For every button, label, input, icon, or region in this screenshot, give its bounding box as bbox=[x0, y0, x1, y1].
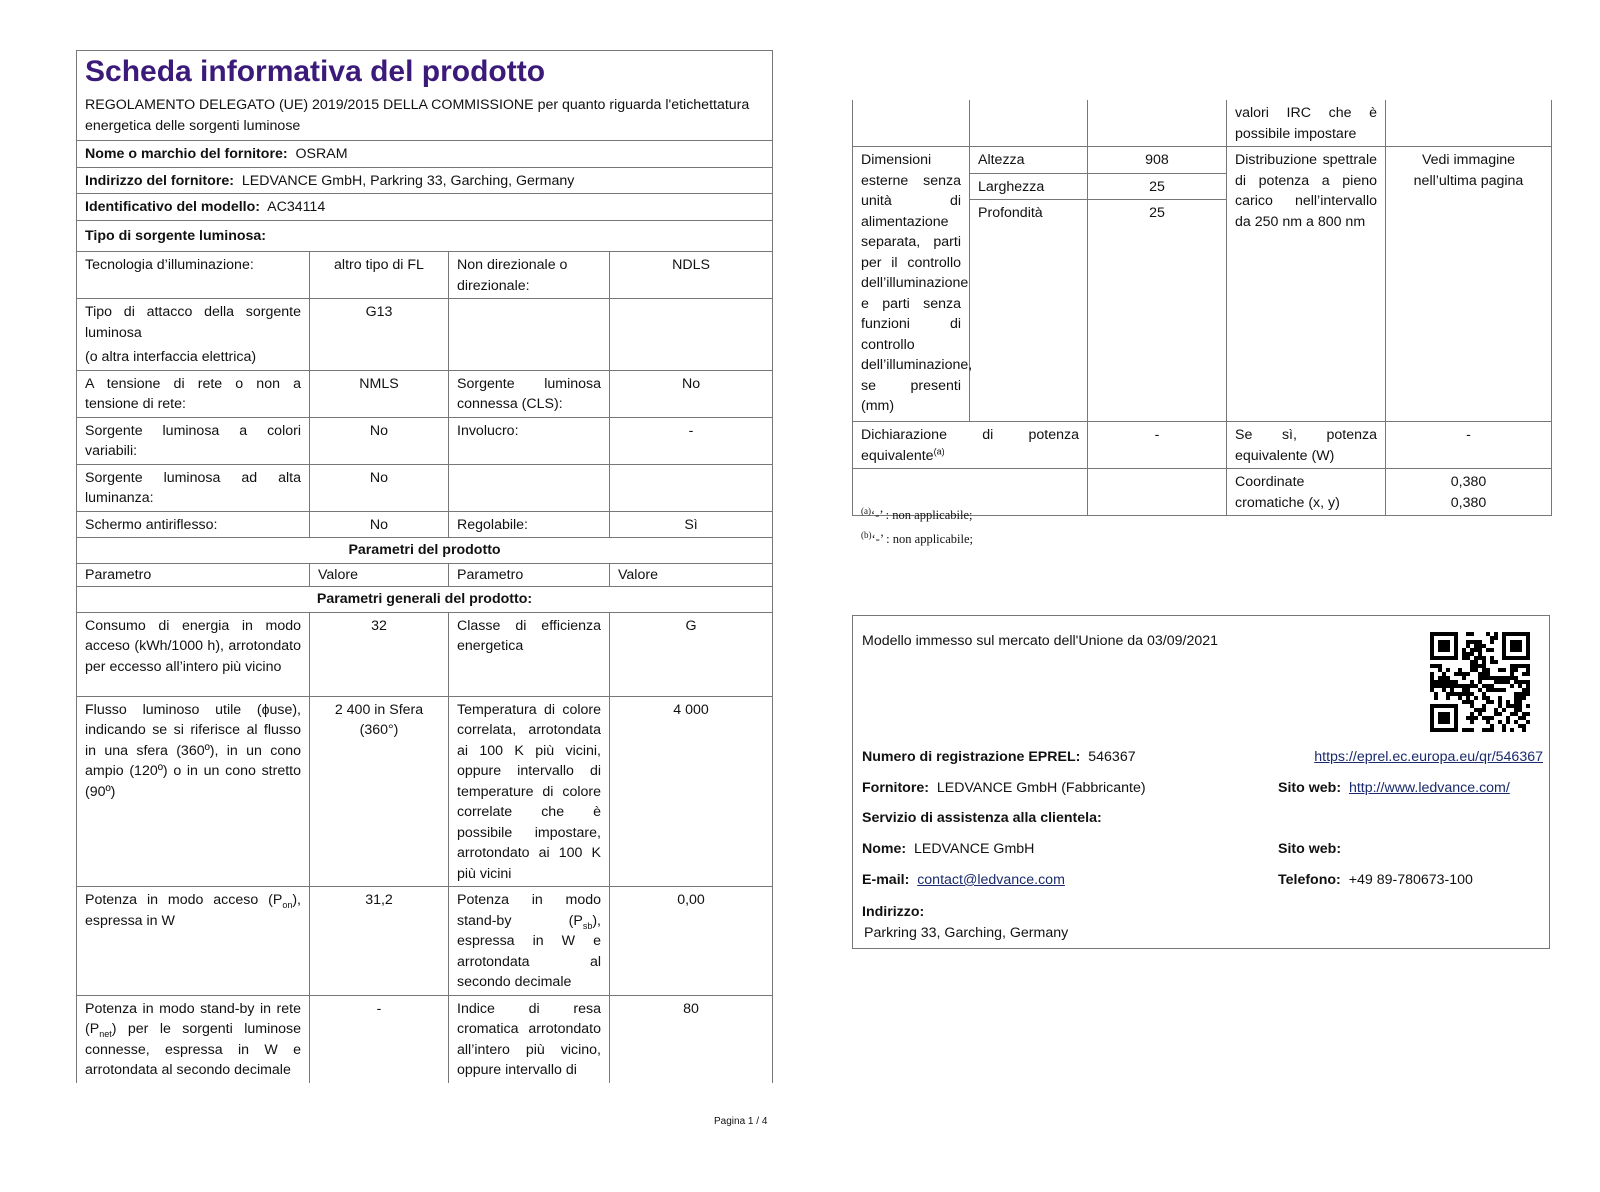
col-header-param: Parametro bbox=[77, 563, 310, 587]
cct-value: 4 000 bbox=[610, 696, 773, 887]
pnet-label: Potenza in modo stand-by in rete $(P_{net})$ per le sorgenti luminose connesse, espressa in W e arrotondata al secondo decimale bbox=[77, 995, 310, 1083]
envelope-value: - bbox=[610, 417, 773, 464]
supplier-address-value: LEDVANCE GmbH, Parkring 33, Garching, Germany bbox=[241, 172, 575, 189]
website-label: Sito web: bbox=[1278, 780, 1342, 796]
dimmable-label: Regolabile: bbox=[449, 511, 610, 538]
address-value: Parkring 33, Garching, Germany bbox=[864, 925, 1069, 941]
dir-label: Non direzionale o direzionale: bbox=[449, 252, 610, 299]
dimmable-value: Sì bbox=[610, 511, 773, 538]
footnote-b: $^{(b)}$‘-’ : non applicabile; bbox=[861, 529, 973, 546]
cct-label: Temperatura di colore correlata, arrotondata ai 100 K più vicini, oppure intervallo di temperature di colore correlate che è possibile impostare, arrotondato ai 100 K più vicini bbox=[449, 696, 610, 887]
supplier-label: Fornitore: bbox=[862, 780, 929, 796]
phone-value: +49 89-780673-100 bbox=[1348, 872, 1473, 888]
class-label: Classe di efficienza energetica bbox=[449, 612, 610, 696]
cap-value: G13 bbox=[310, 299, 449, 371]
spd-value: Vedi immagine nell’ultima pagina bbox=[1386, 147, 1552, 422]
energy-label: Consumo di energia in modo acceso (kWh/1000 h), arrotondato per eccesso all’intero più vicino bbox=[77, 612, 310, 696]
pon-label: Potenza in modo acceso $(P_{on})$, espressa in W bbox=[77, 887, 310, 996]
chroma-values: 0,380 0,380 bbox=[1386, 469, 1552, 516]
email-label: E-mail: bbox=[862, 872, 910, 888]
high-luminance-label: Sorgente luminosa ad alta luminanza: bbox=[77, 464, 310, 511]
model-id-label: Identificativo del modello: bbox=[85, 199, 260, 215]
flux-label: Flusso luminoso utile (ɸuse), indicando se si riferisce al flusso in una sfera (360º), in un cono ampio (120º) o in un cono stretto (90º) bbox=[77, 696, 310, 887]
supplier-name-value: OSRAM bbox=[295, 146, 348, 162]
email-link[interactable]: contact@ledvance.com bbox=[917, 872, 1065, 888]
cri-continued: valori IRC che è possibile impostare bbox=[1227, 100, 1386, 147]
col-header-value: Valore bbox=[310, 563, 449, 587]
mains-label: A tensione di rete o non a tensione di rete: bbox=[77, 370, 310, 417]
depth-label: Profondità bbox=[970, 200, 1088, 226]
tech-label: Tecnologia d’illuminazione: bbox=[77, 252, 310, 299]
eprel-link[interactable]: https://eprel.ec.europa.eu/qr/546367 bbox=[1314, 749, 1543, 765]
width-value: 25 bbox=[1088, 173, 1227, 200]
pon-value: 31,2 bbox=[310, 887, 449, 996]
psb-label: Potenza in modo stand-by $(P_{sb})$, espressa in W e arrotondata al secondo decimale bbox=[449, 887, 610, 996]
equiv-claim-value: - bbox=[1088, 422, 1227, 469]
energy-value: 32 bbox=[310, 612, 449, 696]
chroma-label: Coordinate cromatiche (x, y) bbox=[1227, 469, 1386, 516]
model-id-value: AC34114 bbox=[267, 199, 326, 215]
continued-table bbox=[852, 100, 1552, 516]
footnote-a: $^{(a)}$‘-’ : non applicabile; bbox=[861, 505, 973, 522]
contact-name-value: LEDVANCE GmbH bbox=[914, 841, 1035, 857]
contact-name-label: Nome: bbox=[862, 841, 907, 857]
cls-value: No bbox=[610, 370, 773, 417]
phone-label: Telefono: bbox=[1278, 872, 1341, 888]
depth-value: 25 bbox=[1088, 200, 1227, 226]
envelope-label: Involucro: bbox=[449, 417, 610, 464]
section-general-params: Parametri generali del prodotto: bbox=[77, 587, 773, 613]
cap-label: Tipo di attacco della sorgente luminosa bbox=[85, 304, 301, 341]
mains-value: NMLS bbox=[310, 370, 449, 417]
eprel-label: Numero di registrazione EPREL: bbox=[862, 749, 1081, 765]
dir-value: NDLS bbox=[610, 252, 773, 299]
anti-glare-value: No bbox=[310, 511, 449, 538]
customer-service-label: Servizio di assistenza alla clientela: bbox=[862, 810, 1102, 826]
flux-value: 2 400 in Sfera (360°) bbox=[310, 696, 449, 887]
supplier-name-label: Nome o marchio del fornitore: bbox=[85, 146, 288, 162]
height-label: Altezza bbox=[970, 147, 1088, 174]
source-type-label: Tipo di sorgente luminosa: bbox=[77, 220, 773, 252]
cls-label: Sorgente luminosa connessa (CLS): bbox=[449, 370, 610, 417]
page-number: Pagina 1 / 4 bbox=[714, 1116, 768, 1127]
dimensions-label: Dimensioni esterne senza unità di alimentazione separata, parti per il controllo dell’illuminazione e parti senza funzioni di controllo dell’illuminazione, se presenti (mm) bbox=[853, 147, 970, 422]
page-title: Scheda informativa del prodotto bbox=[85, 55, 546, 88]
regulation-text: REGOLAMENTO DELEGATO (UE) 2019/2015 DELLA COMMISSIONE per quanto riguarda l'etichettatura energetica delle sorgenti luminose bbox=[85, 97, 750, 134]
cap-label-2: (o altra interfaccia elettrica) bbox=[85, 349, 257, 365]
product-info-table bbox=[76, 50, 773, 1083]
section-product-params: Parametri del prodotto bbox=[77, 538, 773, 564]
anti-glare-label: Schermo antiriflesso: bbox=[77, 511, 310, 538]
class-value: G bbox=[610, 612, 773, 696]
eprel-value: 546367 bbox=[1088, 749, 1136, 765]
colour-label: Sorgente luminosa a colori variabili: bbox=[77, 417, 310, 464]
tech-value: altro tipo di FL bbox=[310, 252, 449, 299]
high-luminance-value: No bbox=[310, 464, 449, 511]
website-link[interactable]: http://www.ledvance.com/ bbox=[1348, 780, 1510, 796]
pnet-value: - bbox=[310, 995, 449, 1083]
col-header-param-2: Parametro bbox=[449, 563, 610, 587]
supplier-address-label: Indirizzo del fornitore: bbox=[85, 172, 234, 189]
address-label: Indirizzo: bbox=[862, 904, 925, 920]
height-value: 908 bbox=[1088, 147, 1227, 174]
cri-label: Indice di resa cromatica arrotondato all’intero più vicino, oppure intervallo di bbox=[449, 995, 610, 1083]
width-label: Larghezza bbox=[970, 173, 1088, 200]
cri-value: 80 bbox=[610, 995, 773, 1083]
spd-label: Distribuzione spettrale di potenza a pieno carico nell’intervallo da 250 nm a 800 nm bbox=[1227, 147, 1386, 422]
equiv-claim-label: Dichiarazione di potenza equivalente$^{(a)}$ bbox=[853, 422, 1088, 469]
colour-value: No bbox=[310, 417, 449, 464]
equiv-power-label: Se sì, potenza equivalente (W) bbox=[1227, 422, 1386, 469]
website2-label: Sito web: bbox=[1278, 841, 1342, 857]
qr-code-icon[interactable] bbox=[1430, 632, 1530, 732]
psb-value: 0,00 bbox=[610, 887, 773, 996]
market-date: Modello immesso sul mercato dell'Unione da 03/09/2021 bbox=[862, 633, 1219, 649]
equiv-power-value: - bbox=[1386, 422, 1552, 469]
supplier-value: LEDVANCE GmbH (Fabbricante) bbox=[936, 780, 1146, 796]
col-header-value-2: Valore bbox=[610, 563, 773, 587]
